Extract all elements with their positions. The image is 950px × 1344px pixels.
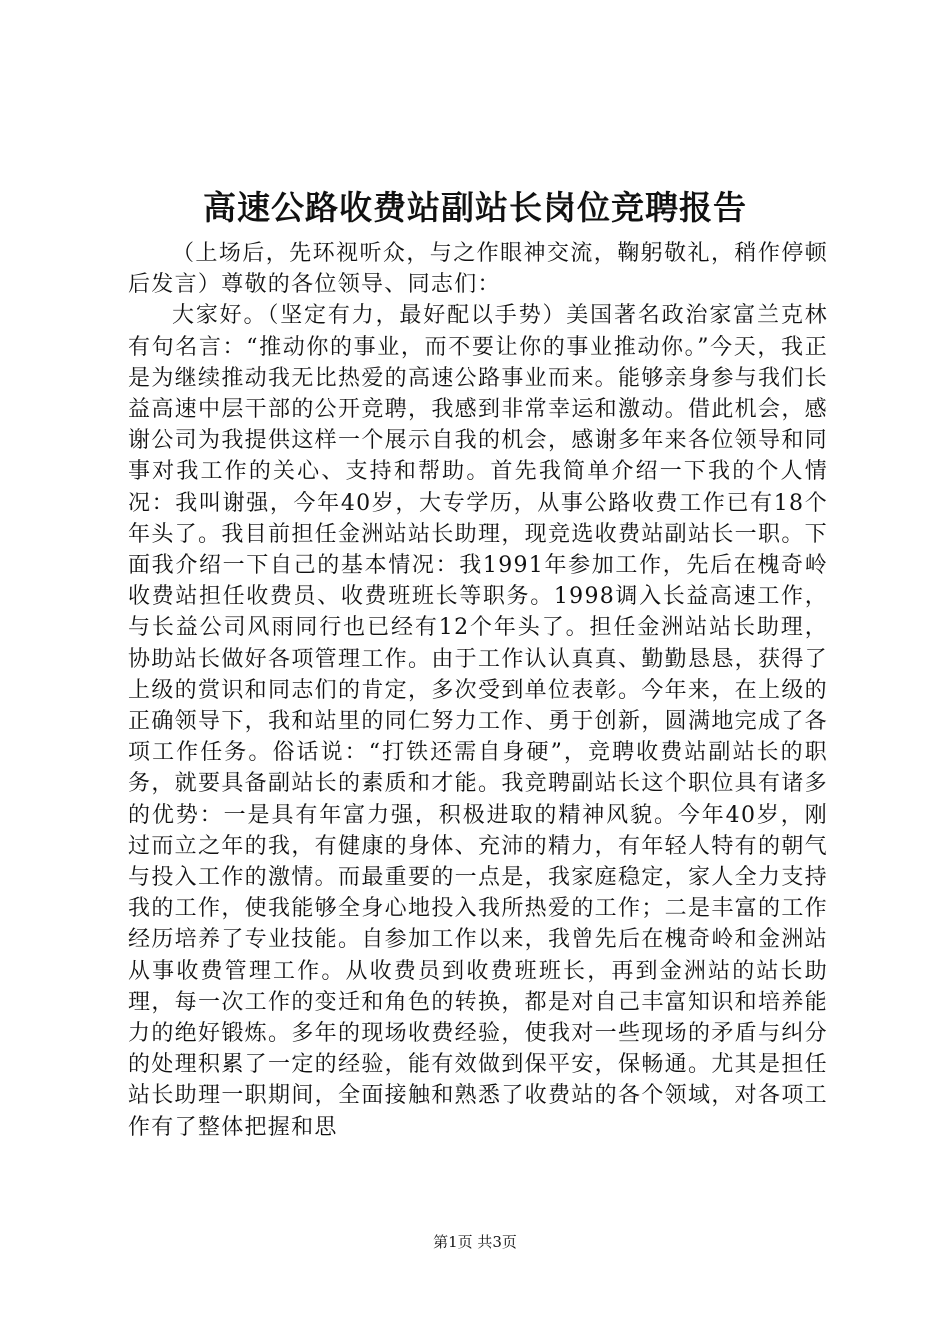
document-body — [128, 238, 828, 1143]
paragraph-main: 大家好。（坚定有力，最好配以手势）美国著名政治家富兰克林有句名言：“推动你的事业，而不要让你的事业推动你。”今天，我正是为继续推动我无比热爱的高速公路事业而来。能够亲身参与我们长益高速中层干部的公开竞聘，我感到非常幸运和激动。借此机会，感谢公司为我提供这样一个展示自我的机会，感谢多年来各位领导和同事对我工作的关心、支持和帮助。首先我简单介绍一下我的个人情况：我叫谢强，今年40岁，大专学历，从事公路收费工作已有18个年头了。我目前担任金洲站站长助理，现竞选收费站副站长一职。下面我介绍一下自己的基本情况：我1991年参加工作，先后在槐奇岭收费站担任收费员、收费班班长等职务。1998调入长益高速工作，与长益公司风雨同行也已经有12个年头了。担任金洲站站长助理，协助站长做好各项管理工作。由于工作认认真真、勤勤恳恳，获得了上级的赏识和同志们的肯定，多次受到单位表彰。今年来，在上级的正确领导下，我和站里的同仁努力工作、勇于创新，圆满地完成了各项工作任务。俗话说：“打铁还需自身硬”，竞聘收费站副站长的职务，就要具备副站长的素质和才能。我竞聘副站长这个职位具有诸多的优势：一是具有年富力强，积极进取的精神风貌。今年40岁，刚过而立之年的我，有健康的身体、充沛的精力，有年轻人特有的朝气与投入工作的激情。而最重要的一点是，我家庭稳定，家人全力支持我的工作，使我能够全身心地投入我所热爱的工作；二是丰富的工作经历培养了专业技能。自参加工作以来，我曾先后在槐奇岭和金洲站从事收费管理工作。从收费员到收费班班长，再到金洲站的站长助理，每一次工作的变迁和角色的转换，都是对自己丰富知识和培养能力的绝好锻炼。多年的现场收费经验，使我对一些现场的矛盾与纠分的处理积累了一定的经验，能有效做到保平安，保畅通。尤其是担任站长助理一职期间，全面接触和熟悉了收费站的各个领域，对各项工作有了整体把握和思 — [128, 303, 828, 1140]
paragraph-opening: （上场后，先环视听众，与之作眼神交流，鞠躬敬礼，稍作停顿后发言）尊敬的各位领导、同志们： — [128, 241, 828, 298]
document-title: 高速公路收费站副站长岗位竞聘报告 — [203, 188, 747, 227]
page-footer: 第1页 共3页 — [433, 1233, 517, 1251]
